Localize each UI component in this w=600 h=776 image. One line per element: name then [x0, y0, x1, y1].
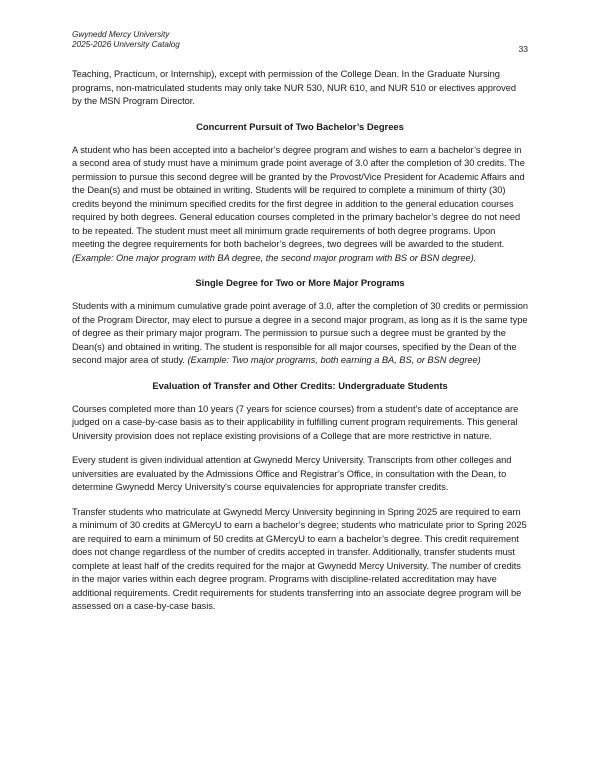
paragraph-transfer-age: Courses completed more than 10 years (7 years for science courses) from a student’s date of acceptance are judged on a case-by-case basis as to their applicability in fulfilling current program requirements. This general University provision does not replace existing provisions of a College that are more restrictive in nature. [72, 403, 519, 441]
catalog-title: 2025-2026 University Catalog [72, 40, 180, 49]
single-degree-example: (Example: Two major programs, both earning a BA, BS, or BSN degree) [187, 355, 481, 365]
paragraph-concurrent-degrees [72, 144, 528, 266]
single-degree-text: Students with a minimum cumulative grade point average of 3.0, after the completion of 30 credits or permission of the Program Director, may elect to pursue a degree in a second major program, as long as it is the same type of degree as their primary major program. The permission to pursue such a degree must be granted by the Dean(s) and obtained in writing. The student is responsible for all major courses, specified by the Dean of the second major area of study. [72, 301, 528, 365]
page-header [72, 30, 528, 54]
paragraph-transfer-evaluation: Every student is given individual attention at Gwynedd Mercy University. Transcripts from other colleges and universities are evaluated by the Admissions Office and Registrar’s Office, in consultation with the Dean, to determine Gwynedd Mercy University's course equivalencies for appropriate transfer credits. [72, 455, 512, 492]
page-number: 33 [518, 44, 528, 54]
institution-name: Gwynedd Mercy University [72, 30, 170, 39]
concurrent-degrees-example: (Example: One major program with BA degree, the second major program with BS or BSN degree). [72, 252, 477, 263]
heading-single-degree: Single Degree for Two or More Major Programs [195, 277, 405, 288]
heading-concurrent-degrees: Concurrent Pursuit of Two Bachelor’s Degrees [196, 120, 404, 132]
concurrent-degrees-text: A student who has been accepted into a bachelor’s degree program and wishes to earn a bachelor’s degree in a second area of study must have a minimum grade point average of 3.0 after the completion of 30 credits. The permission to pursue this second degree will be granted by the Provost/Vice President for Academic Affairs and the Dean(s) and must be obtained in writing. Students will be required to complete a minimum of thirty (30) credits beyond the minimum specified credits for the first degree in addition to the general education courses required by both degrees. General education courses completed in the primary bachelor’s degree do not need to be repeated. The student must meet all minimum grade requirements of both degree programs. Upon meeting the degree requirements for both bachelor’s degrees, two degrees will be awarded to the student. [72, 144, 525, 249]
paragraph-transfer-requirements: Transfer students who matriculate at Gwynedd Mercy University beginning in Spring 2025 are required to earn a minimum of 30 credits at GMercyU to earn a bachelor’s degree; students who matriculate prior to Spring 2025 are required to earn a minimum of 50 credits at GMercyU to earn a bachelor’s degree. This credit requirement does not change regardless of the number of credits accepted in transfer. Additionally, transfer students must complete at least half of the credits required for the major at Gwynedd Mercy University. The number of credits in the major varies within each degree program. Programs with discipline-related accreditation may have additional requirements. Credit requirements for students transferring into an associate degree program will be assessed on a case-by-case basis. [72, 506, 527, 611]
intro-paragraph: Teaching, Practicum, or Internship), except with permission of the College Dean. In the Graduate Nursing programs, non-matriculated students may only take NUR 530, NUR 610, and NUR 510 or electives approved by the MSN Program Director. [72, 69, 516, 106]
paragraph-single-degree [72, 300, 528, 368]
heading-transfer-credits: Evaluation of Transfer and Other Credits: Undergraduate Students [152, 379, 448, 391]
page-body [72, 68, 528, 614]
catalog-page [72, 30, 528, 625]
